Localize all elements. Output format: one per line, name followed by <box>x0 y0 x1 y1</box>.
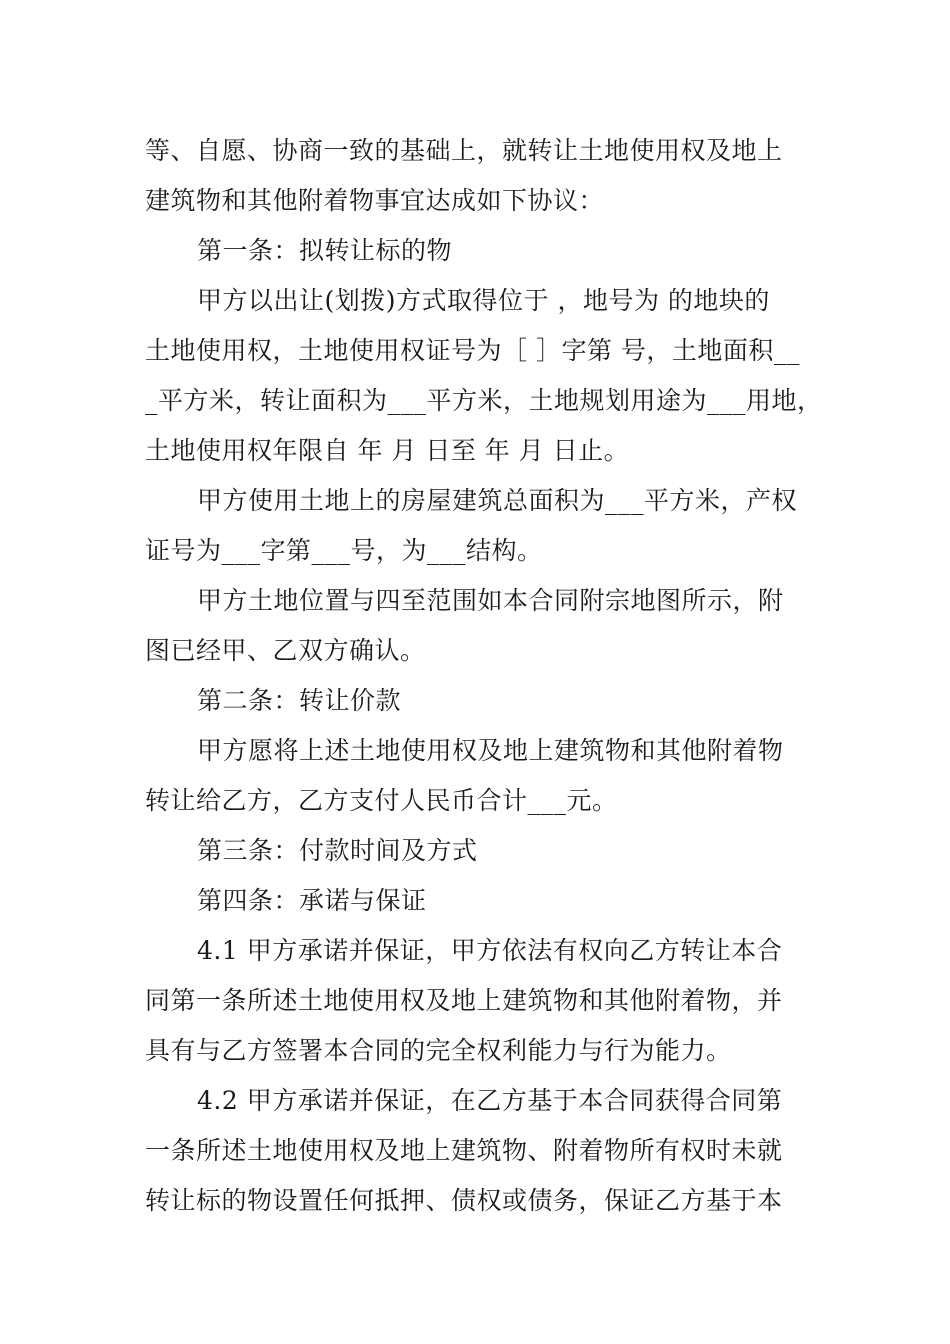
document-body <box>145 126 823 1226</box>
text-line: 4.2 甲方承诺并保证，在乙方基于本合同获得合同第 <box>197 1086 783 1115</box>
text-line: 证号为___字第___号，为___结构。 <box>145 536 543 565</box>
text-line: 建筑物和其他附着物事宜达成如下协议： <box>145 186 605 215</box>
article-heading: 第一条：拟转让标的物 <box>197 236 453 265</box>
text-line: 土地使用权年限自 年 月 日至 年 月 日止。 <box>145 436 630 465</box>
text-line: 同第一条所述土地使用权及地上建筑物和其他附着物，并 <box>145 986 783 1015</box>
article-heading: 第二条：转让价款 <box>197 686 402 715</box>
text-line: 土地使用权，土地使用权证号为［ ］字第 号，土地面积__ <box>145 336 800 365</box>
text-line: 转让给乙方，乙方支付人民币合计___元。 <box>145 786 618 815</box>
text-line: 具有与乙方签署本合同的完全权利能力与行为能力。 <box>145 1036 732 1065</box>
text-line: _平方米，转让面积为___平方米，土地规划用途为___用地， <box>145 386 823 415</box>
text-line: 甲方土地位置与四至范围如本合同附宗地图所示，附 <box>197 586 784 615</box>
text-line: 等、自愿、协商一致的基础上，就转让土地使用权及地上 <box>145 136 783 165</box>
article-heading: 第四条：承诺与保证 <box>197 886 427 915</box>
text-line: 甲方使用土地上的房屋建筑总面积为___平方米，产权 <box>197 486 798 515</box>
text-line: 一条所述土地使用权及地上建筑物、附着物所有权时未就 <box>145 1136 783 1165</box>
text-line: 甲方愿将上述土地使用权及地上建筑物和其他附着物 <box>197 736 784 765</box>
text-line: 转让标的物设置任何抵押、债权或债务，保证乙方基于本 <box>145 1186 783 1215</box>
article-heading: 第三条：付款时间及方式 <box>197 836 478 865</box>
text-line: 图已经甲、乙双方确认。 <box>145 636 426 665</box>
text-line: 甲方以出让(划拨)方式取得位于 ，地号为 的地块的 <box>197 286 770 315</box>
text-line: 4.1 甲方承诺并保证，甲方依法有权向乙方转让本合 <box>197 936 783 965</box>
